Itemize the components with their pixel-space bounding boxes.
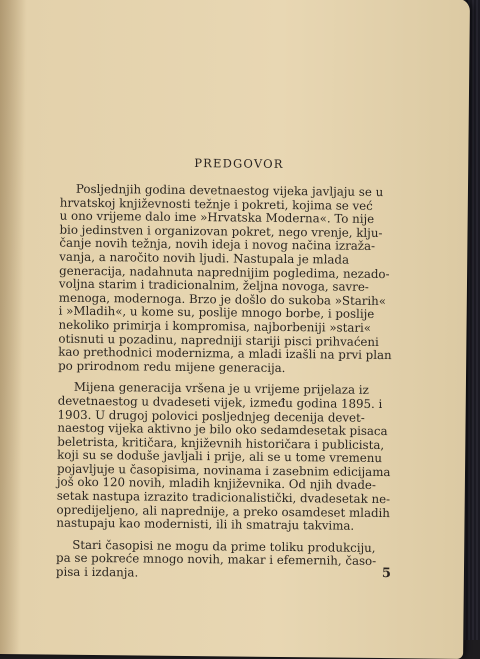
- text-line: otisnuti u pozadinu, napredniji stariji pisci prihvaćeni: [58, 331, 379, 349]
- text-line: Mijena generacija vršena je u vrijeme prijelaza iz: [73, 380, 369, 398]
- paragraph: [56, 538, 406, 582]
- text-line: pojavljuje u časopisima, novinama i zasebnim edicijama: [56, 461, 391, 479]
- text-line: hrvatskoj književnosti težnje i pokreti, kojima se već: [59, 195, 373, 213]
- text-line: nastupaju kao modernisti, ili ih smatraju takvima.: [56, 515, 355, 533]
- text-line: pisa i izdanja.: [55, 564, 139, 580]
- text-line: pa se pokreće mnogo novih, makar i efemernih, časo-: [56, 551, 377, 569]
- text-line: 1903. U drugoj polovici posljednjeg decenija devet-: [57, 407, 365, 425]
- text-line: opredijeljeno, ali naprednije, a preko osamdeset mladih: [56, 502, 391, 520]
- page-spine-shadow: [0, 0, 26, 654]
- text-line: koji su se doduše javljali i prije, ali se u tome vremenu: [57, 447, 383, 466]
- page-heading: PREDGOVOR: [194, 156, 284, 171]
- text-line: kao prethodnici modernizma, a mladi izašli na prvi plan: [58, 344, 392, 363]
- body-text: [56, 183, 410, 591]
- text-line: beletrista, kritičara, književnih historičara i publicista,: [57, 434, 385, 452]
- text-line: Stari časopisi ne mogu da prime toliku produkciju,: [72, 537, 376, 555]
- text-line: setak nastupa izrazito tradicionalistički, dvadesetak ne-: [56, 488, 391, 507]
- paragraph: [58, 183, 410, 377]
- text-line: nekoliko primirja i kompromisa, najborbeniji »stari«: [58, 317, 372, 335]
- text-line: Posljednjih godina devetnaestog vijeka javljaju se u: [75, 181, 384, 200]
- text-line: devetnaestog u dvadeseti vijek, između godina 1895. i: [57, 393, 383, 411]
- text-line: generacija, nadahnuta naprednijim pogledima, nezado-: [59, 263, 390, 281]
- text-line: u ono vrijeme dalo ime »Hrvatska Moderna«. To nije: [59, 208, 375, 227]
- text-line: voljna starim i tradicionalnim, željna novoga, savre-: [58, 276, 369, 295]
- text-line: i »Mladih«, u kome su, poslije mnogo borbe, i poslije: [58, 303, 375, 322]
- text-line: naestog vijeka aktivno je bilo oko sedamdesetak pisaca: [57, 420, 388, 439]
- page-number: 5: [381, 566, 392, 582]
- text-line: bio jedinstven i organizovan pokret, nego vrenje, klju-: [59, 222, 383, 240]
- text-line: po prirodnom redu mijene generacija.: [58, 358, 286, 375]
- text-line: čanje novih težnja, novih ideja i novog načina izraža-: [59, 236, 376, 254]
- paragraph: [56, 381, 408, 534]
- text-line: vanja, a naročito novih ljudi. Nastupala je mlada: [59, 249, 350, 267]
- text-line: menoga, modernoga. Brzo je došlo do sukoba »Starih«: [58, 290, 387, 308]
- text-line: još oko 120 novih, mladih književnika. Od njih dvade-: [56, 475, 376, 493]
